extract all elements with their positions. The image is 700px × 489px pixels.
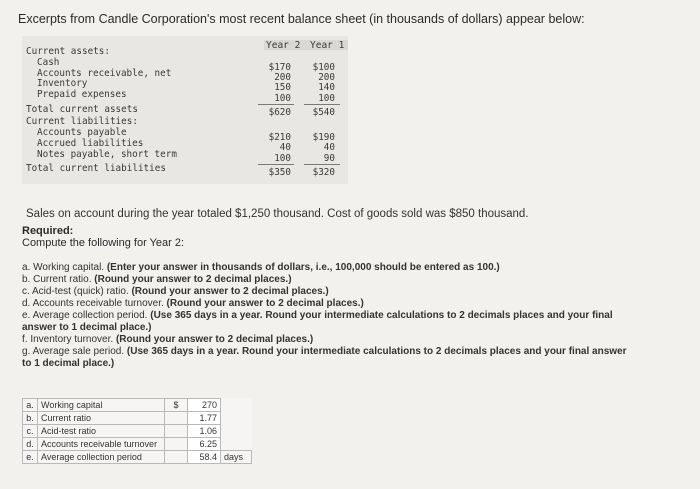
row-label: Accounts payable (37, 127, 127, 138)
answer-key: d. (23, 438, 38, 451)
answer-unit (221, 438, 252, 451)
answer-unit: days (221, 451, 252, 464)
cell-y1: 40 (323, 142, 335, 153)
answer-row (23, 412, 252, 425)
cell-y1: 200 (318, 72, 335, 83)
requirement-item (22, 298, 692, 310)
item-instruction: (Use 365 days in a year. Round your intermediate calculations to 2 decimals places and your final (147, 310, 613, 321)
requirement-item (22, 310, 692, 322)
row-label: Total current assets (26, 104, 138, 115)
row-label: Accounts receivable, net (37, 68, 172, 79)
sales-text: Sales on account during the year totaled $1,250 thousand. Cost of goods sold was $850 thousand. (26, 208, 529, 220)
row-label: Inventory (37, 78, 88, 89)
requirement-item (22, 358, 692, 370)
answer-key: e. (23, 451, 38, 464)
requirement-item (22, 334, 692, 346)
row-label: Current liabilities: (26, 116, 138, 127)
cell-y2: 200 (274, 72, 291, 83)
balance-sheet-table (22, 36, 348, 184)
item-instruction: (Round your answer to 2 decimal places.) (128, 286, 329, 297)
answer-table (22, 398, 252, 464)
row-label: Cash (37, 57, 60, 68)
row-label: Notes payable, short term (37, 149, 177, 160)
answer-key: a. (23, 399, 38, 412)
answer-row (23, 451, 252, 464)
cell-y1: $100 (312, 62, 335, 73)
cell-y1: $320 (312, 167, 335, 178)
answer-unit (221, 399, 252, 412)
item-text: f. Inventory turnover. (22, 334, 114, 345)
currency-symbol (165, 451, 188, 464)
cell-y2: 40 (279, 142, 291, 153)
cell-y2: $350 (268, 167, 291, 178)
currency-symbol (165, 412, 188, 425)
cell-y2: $170 (268, 62, 291, 73)
required-label: Required: (22, 225, 74, 237)
answer-input[interactable]: 58.4 (188, 451, 221, 464)
row-label: Accrued liabilities (37, 138, 144, 149)
subtotal-rule (304, 104, 340, 105)
answer-key: c. (23, 425, 38, 438)
item-instruction: to 1 decimal place.) (22, 358, 115, 369)
row-label: Prepaid expenses (37, 89, 127, 100)
answer-label: Working capital (38, 399, 165, 412)
item-instruction: answer to 1 decimal place.) (22, 322, 152, 333)
year1-header: Year 1 (310, 40, 345, 51)
answer-row (23, 438, 252, 451)
answer-unit (221, 425, 252, 438)
requirements-list (22, 262, 692, 370)
currency-symbol (165, 438, 188, 451)
item-text: d. Accounts receivable turnover. (22, 298, 164, 309)
answer-input[interactable]: 270 (188, 399, 221, 412)
subtotal-rule (304, 164, 340, 165)
subtotal-rule (258, 164, 294, 165)
item-instruction: (Round your answer to 2 decimal places.) (163, 298, 364, 309)
item-instruction: (Round your answer to 2 decimal places.) (113, 334, 314, 345)
item-instruction: (Enter your answer in thousands of dollars, i.e., 100,000 should be entered as 100.) (104, 262, 500, 273)
cell-y1: $190 (312, 132, 335, 143)
answer-label: Current ratio (38, 412, 165, 425)
item-text: a. Working capital. (22, 262, 105, 273)
currency-symbol: $ (165, 399, 188, 412)
cell-y1: 90 (323, 153, 335, 164)
item-instruction: (Use 365 days in a year. Round your intermediate calculations to 2 decimals places and your final answer (124, 346, 627, 357)
answer-row (23, 425, 252, 438)
row-label: Current assets: (26, 46, 110, 57)
requirement-item (22, 274, 692, 286)
currency-symbol (165, 425, 188, 438)
requirement-item (22, 346, 692, 358)
answer-label: Acid-test ratio (38, 425, 165, 438)
requirement-item (22, 262, 692, 274)
item-text: c. Acid-test (quick) ratio. (22, 286, 129, 297)
cell-y2: $210 (268, 132, 291, 143)
answer-row (23, 399, 252, 412)
item-text: g. Average sale period. (22, 346, 125, 357)
answer-input[interactable]: 1.77 (188, 412, 221, 425)
answer-label: Average collection period (38, 451, 165, 464)
answer-key: b. (23, 412, 38, 425)
compute-text: Compute the following for Year 2: (22, 237, 185, 249)
answer-input[interactable]: 6.25 (188, 438, 221, 451)
requirement-item (22, 322, 692, 334)
item-instruction: (Round your answer to 2 decimal places.) (91, 274, 292, 285)
cell-y2: 100 (274, 93, 291, 104)
cell-y2: $620 (268, 107, 291, 118)
row-label: Total current liabilities (26, 163, 166, 174)
subtotal-rule (258, 104, 294, 105)
item-text: b. Current ratio. (22, 274, 92, 285)
item-text: e. Average collection period. (22, 310, 148, 321)
cell-y2: 100 (274, 153, 291, 164)
year2-header: Year 2 (266, 40, 301, 51)
cell-y2: 150 (274, 82, 291, 93)
answer-input[interactable]: 1.06 (188, 425, 221, 438)
cell-y1: $540 (312, 107, 335, 118)
requirement-item (22, 286, 692, 298)
cell-y1: 140 (318, 82, 335, 93)
answer-label: Accounts receivable turnover (38, 438, 165, 451)
intro-text: Excerpts from Candle Corporation's most recent balance sheet (in thousands of dollars) appear below: (18, 12, 585, 26)
cell-y1: 100 (318, 93, 335, 104)
answer-unit (221, 412, 252, 425)
